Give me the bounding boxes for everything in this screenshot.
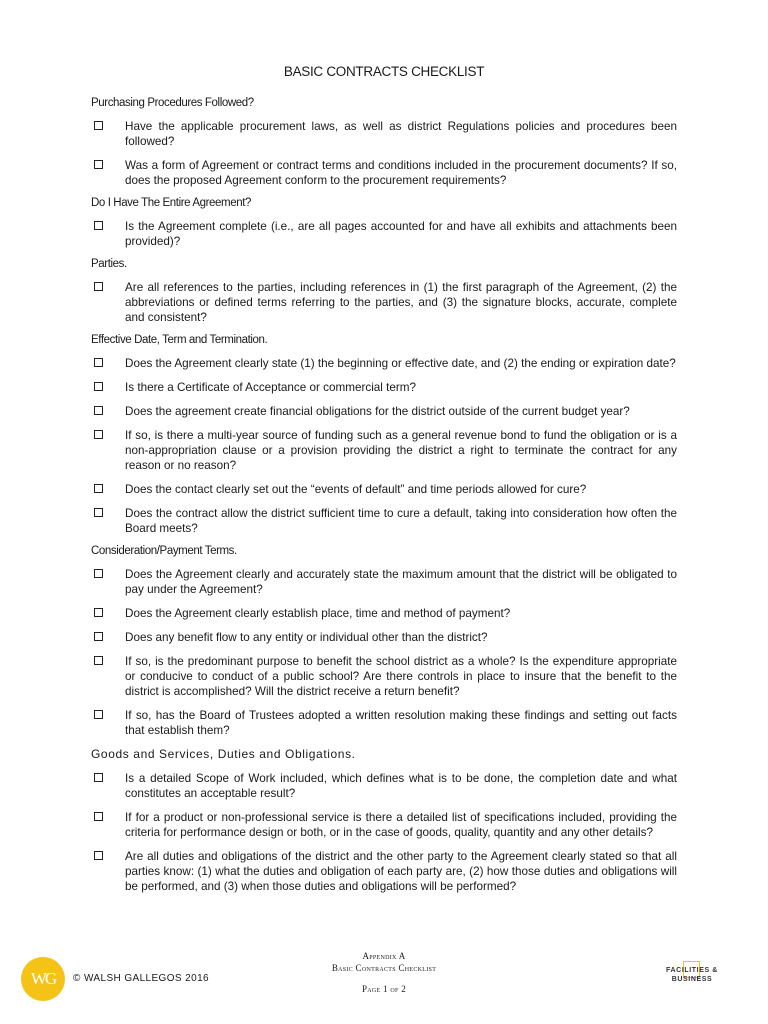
checklist-item-text: Does any benefit flow to any entity or individual other than the district?	[125, 631, 488, 644]
checkbox-icon[interactable]	[94, 569, 103, 578]
footer-page-number: Page 1 of 2	[361, 984, 407, 994]
checklist-item-text: Have the applicable procurement laws, as well as district Regulations policies and procedures been followed?	[125, 120, 677, 148]
checkbox-icon[interactable]	[94, 160, 103, 169]
checkbox-icon[interactable]	[94, 608, 103, 617]
checklist-item	[91, 810, 677, 840]
checklist-item	[91, 771, 677, 801]
checklist-item	[91, 280, 677, 325]
checklist-item	[91, 654, 677, 699]
checklist-item	[91, 219, 677, 249]
checklist-item	[91, 606, 677, 621]
section-heading: Consideration/Payment Terms.	[91, 545, 237, 557]
checklist-item-text: Does the contract allow the district sufficient time to cure a default, taking into consideration how often the Board meets?	[125, 507, 677, 535]
checklist-body	[91, 97, 677, 903]
checklist-item	[91, 404, 677, 419]
section-heading: Do I Have The Entire Agreement?	[91, 197, 251, 209]
checklist-item-text: Is the Agreement complete (i.e., are all pages accounted for and have all exhibits and attachments been provided)?	[125, 220, 677, 248]
checklist-item	[91, 708, 677, 738]
checklist-item-text: Does the Agreement clearly and accurately state the maximum amount that the district will be obligated to pay under the Agreement?	[125, 568, 677, 596]
checkbox-icon[interactable]	[94, 282, 103, 291]
checklist-item-text: If so, has the Board of Trustees adopted a written resolution making these findings and setting out facts that establish them?	[125, 709, 677, 737]
checklist-item-text: Was a form of Agreement or contract terms and conditions included in the procurement documents? If so, does the proposed Agreement conform to the procurement requirements?	[125, 159, 677, 187]
checklist-item-text: Does the Agreement clearly establish place, time and method of payment?	[125, 607, 511, 620]
section-heading: Effective Date, Term and Termination.	[91, 334, 268, 346]
checkbox-icon[interactable]	[94, 508, 103, 517]
footer-copyright: © WALSH GALLEGOS 2016	[73, 973, 210, 984]
checkbox-icon[interactable]	[94, 221, 103, 230]
brand-line-1: FACILITIES &	[666, 967, 718, 974]
checkbox-icon[interactable]	[94, 382, 103, 391]
checkbox-icon[interactable]	[94, 812, 103, 821]
section-heading: Purchasing Procedures Followed?	[91, 97, 254, 109]
checklist-item	[91, 849, 677, 894]
checkbox-icon[interactable]	[94, 773, 103, 782]
checklist-item-text: Does the Agreement clearly state (1) the beginning or effective date, and (2) the ending or expiration date?	[125, 357, 676, 370]
checklist-item	[91, 567, 677, 597]
section-heading: Goods and Services, Duties and Obligations.	[91, 747, 356, 761]
checkbox-icon[interactable]	[94, 121, 103, 130]
checklist-item-text: If for a product or non-professional service is there a detailed list of specifications included, providing the criteria for performance design or both, or in the case of goods, quality, quantity and any other details?	[125, 811, 677, 839]
checklist-item-text: Is there a Certificate of Acceptance or commercial term?	[125, 381, 417, 394]
checklist-item-text: Are all duties and obligations of the district and the other party to the Agreement clearly stated so that all parties know: (1) what the duties and obligation of each party are, (2) how those duties and obligations will be performed, and (3) when those duties and obligations will be performed?	[125, 850, 677, 893]
checkbox-icon[interactable]	[94, 851, 103, 860]
walsh-gallegos-logo	[21, 957, 65, 1001]
checklist-item-text: Does the contact clearly set out the “events of default” and time periods allowed for cure?	[125, 483, 587, 496]
checkbox-icon[interactable]	[94, 710, 103, 719]
checkbox-icon[interactable]	[94, 430, 103, 439]
footer-doc-title: Basic Contracts Checklist	[331, 963, 437, 973]
section-heading: Parties.	[91, 258, 127, 270]
checklist-item	[91, 506, 677, 536]
checklist-item-text: Are all references to the parties, including references in (1) the first paragraph of the Agreement, (2) the abbreviations or defined terms referring to the parties, and (3) the signature blocks, accurate, complete and consistent?	[125, 281, 677, 324]
checkbox-icon[interactable]	[94, 656, 103, 665]
footer-appendix: Appendix A	[362, 951, 406, 961]
logo-monogram: WG	[30, 969, 56, 988]
checklist-item-text: Is a detailed Scope of Work included, which defines what is to be done, the completion date and what constitutes an acceptable result?	[125, 772, 677, 800]
checklist-item-text: If so, is the predominant purpose to benefit the school district as a whole? Is the expenditure appropriate or conducive to conduct of a public school? Are there controls in place to insure that the benefit to the district is accomplished? Will the district receive a return benefit?	[125, 655, 677, 698]
checkbox-icon[interactable]	[94, 406, 103, 415]
checkbox-icon[interactable]	[94, 632, 103, 641]
checklist-item	[91, 428, 677, 473]
page-title: BASIC CONTRACTS CHECKLIST	[283, 64, 485, 79]
checklist-item	[91, 482, 677, 497]
checklist-item-text: If so, is there a multi-year source of funding such as a general revenue bond to fund the obligation or is a non-appropriation clause or a provision providing the district a right to terminate the contract for any reason or no reason?	[125, 429, 677, 472]
checklist-item	[91, 356, 677, 371]
checklist-item	[91, 158, 677, 188]
checklist-item	[91, 119, 677, 149]
checklist-item-text: Does the agreement create financial obligations for the district outside of the current budget year?	[125, 405, 630, 418]
checkbox-icon[interactable]	[94, 358, 103, 367]
checkbox-icon[interactable]	[94, 484, 103, 493]
brand-line-2: BUSINESS	[671, 976, 713, 983]
facilities-business-logo	[660, 966, 724, 984]
checklist-item	[91, 630, 677, 645]
checklist-item	[91, 380, 677, 395]
